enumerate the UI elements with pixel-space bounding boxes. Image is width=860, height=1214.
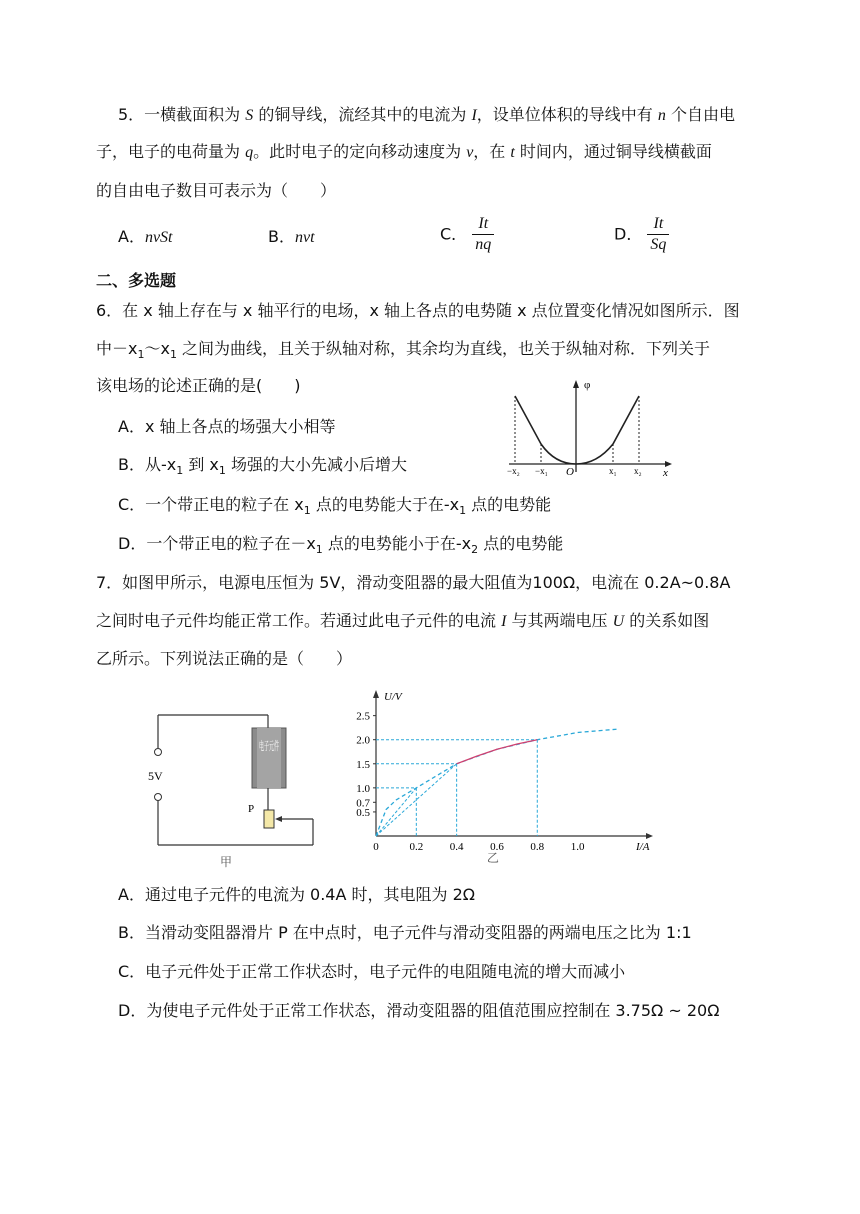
- dashed-curve: [376, 729, 618, 836]
- terminal-top: [155, 749, 162, 756]
- q6-option-d[interactable]: D．一个带正电的粒子在$-x_1$ 点的电势能小于在$-x_2$ 点的电势能: [118, 534, 564, 557]
- electronic-element-face: [257, 728, 281, 788]
- q5-line-2: 子，电子的电荷量为 q。此时电子的定向移动速度为 v，在 t 时间内，通过铜导线横截面: [96, 142, 712, 161]
- chart-caption: 乙: [486, 851, 499, 865]
- q5-option-c[interactable]: C． $\frac{It}{nq}$: [440, 214, 494, 255]
- q7-option-a[interactable]: A．通过电子元件的电流为 0.4A 时，其电阻为 2Ω: [118, 885, 476, 904]
- x-tick-label: 1.0: [570, 841, 585, 853]
- y-axis-label: φ: [584, 379, 591, 391]
- q5-line-3: 的自由电子数目可表示为（ ）: [96, 181, 337, 200]
- solid-curve: [457, 740, 538, 764]
- fraction-it-sq: $\frac{It}{Sq}$: [647, 214, 669, 255]
- x-tick-label: 0.6: [490, 841, 504, 853]
- circuit-caption: 甲: [220, 855, 233, 869]
- voltage-label: 5V: [148, 769, 163, 783]
- x-axis-arrow: [646, 833, 653, 839]
- y-tick-label: 0.7: [356, 797, 370, 810]
- potential-graph: [505, 376, 675, 476]
- potential-curve: [515, 396, 639, 464]
- q5-option-b[interactable]: B．nvt: [268, 227, 315, 246]
- rheostat: [264, 810, 274, 828]
- q5-option-a[interactable]: A．nvSt: [118, 227, 173, 246]
- q6-option-a[interactable]: A．x 轴上各点的场强大小相等: [118, 417, 336, 436]
- element-label: [259, 738, 279, 753]
- y-tick-label: 0.5: [356, 806, 370, 819]
- q7-line-3: 乙所示。下列说法正确的是（ ）: [96, 649, 353, 668]
- q7-option-d[interactable]: D．为使电子元件处于正常工作状态，滑动变阻器的阻值范围应控制在 3.75Ω ~ 20Ω: [118, 1001, 720, 1020]
- y-tick-label: 2.0: [356, 734, 370, 747]
- q5-line-1: 5．一横截面积为 S 的铜导线，流经其中的电流为 I，设单位体积的导线中有 n 个自由电: [118, 105, 735, 124]
- section-heading-multiple-choice: 二、多选题: [96, 271, 177, 290]
- y-tick-label: 1.5: [356, 758, 370, 771]
- ui-chart: [340, 682, 660, 868]
- q6-line-1: 6．在 x 轴上存在与 x 轴平行的电场，x 轴上各点的电势随 x 点位置变化情况如图所示．图: [96, 301, 740, 320]
- x-tick-label: 0.4: [449, 841, 464, 853]
- q5-option-d[interactable]: D． $\frac{It}{Sq}$: [614, 214, 669, 255]
- q6-option-c[interactable]: C．一个带正电的粒子在 $x_1$ 点的电势能大于在$-x_1$ 点的电势能: [118, 495, 552, 518]
- origin-ray: [376, 788, 416, 836]
- q6-line-3: 该电场的论述正确的是( ): [96, 376, 301, 395]
- tick-pos-x1: x₁: [609, 466, 617, 476]
- y-axis-arrow: [373, 690, 379, 698]
- y-axis-arrow: [573, 380, 579, 388]
- x-axis-label: I/A: [636, 841, 650, 853]
- slider-arrow: [275, 816, 282, 822]
- q7-option-c[interactable]: C．电子元件处于正常工作状态时，电子元件的电阻随电流的增大而减小: [118, 962, 626, 981]
- tick-neg-x2: −x₂: [507, 466, 520, 476]
- q7-line-1: 7．如图甲所示，电源电压恒为 5V，滑动变阻器的最大阻值为100Ω，电流在 0.2A~0.8A: [96, 573, 731, 592]
- chart-plot: [356, 690, 653, 853]
- y-tick-label: 2.5: [356, 710, 370, 723]
- origin-label: O: [566, 466, 574, 476]
- q7-option-b[interactable]: B．当滑动变阻器滑片 P 在中点时，电子元件与滑动变阻器的两端电压之比为 1:1: [118, 923, 692, 942]
- fraction-it-nq: $\frac{It}{nq}$: [472, 214, 494, 255]
- x-tick-label: 0.8: [530, 841, 545, 853]
- x-axis-label: x: [663, 467, 668, 476]
- x-tick-label: 0.2: [409, 841, 424, 853]
- x-tick-label: 0: [373, 841, 379, 853]
- slider-label: P: [248, 803, 255, 815]
- circuit-diagram: [140, 700, 340, 870]
- y-axis-label: U/V: [384, 691, 402, 703]
- tick-pos-x2: x₂: [634, 466, 642, 476]
- tick-neg-x1: −x₁: [535, 466, 548, 476]
- q6-line-2: 中$-x_1\sim x_1$ 之间为曲线，且关于纵轴对称，其余均为直线，也关于纵轴对称．下列关于: [96, 339, 711, 362]
- y-tick-label: 1.0: [356, 782, 370, 795]
- q7-line-2: 之间时电子元件均能正常工作。若通过此电子元件的电流 I 与其两端电压 U 的关系如图: [96, 611, 710, 630]
- q6-option-b[interactable]: B．从$-x_1$ 到 $x_1$ 场强的大小先减小后增大: [118, 455, 407, 478]
- terminal-bottom: [155, 794, 162, 801]
